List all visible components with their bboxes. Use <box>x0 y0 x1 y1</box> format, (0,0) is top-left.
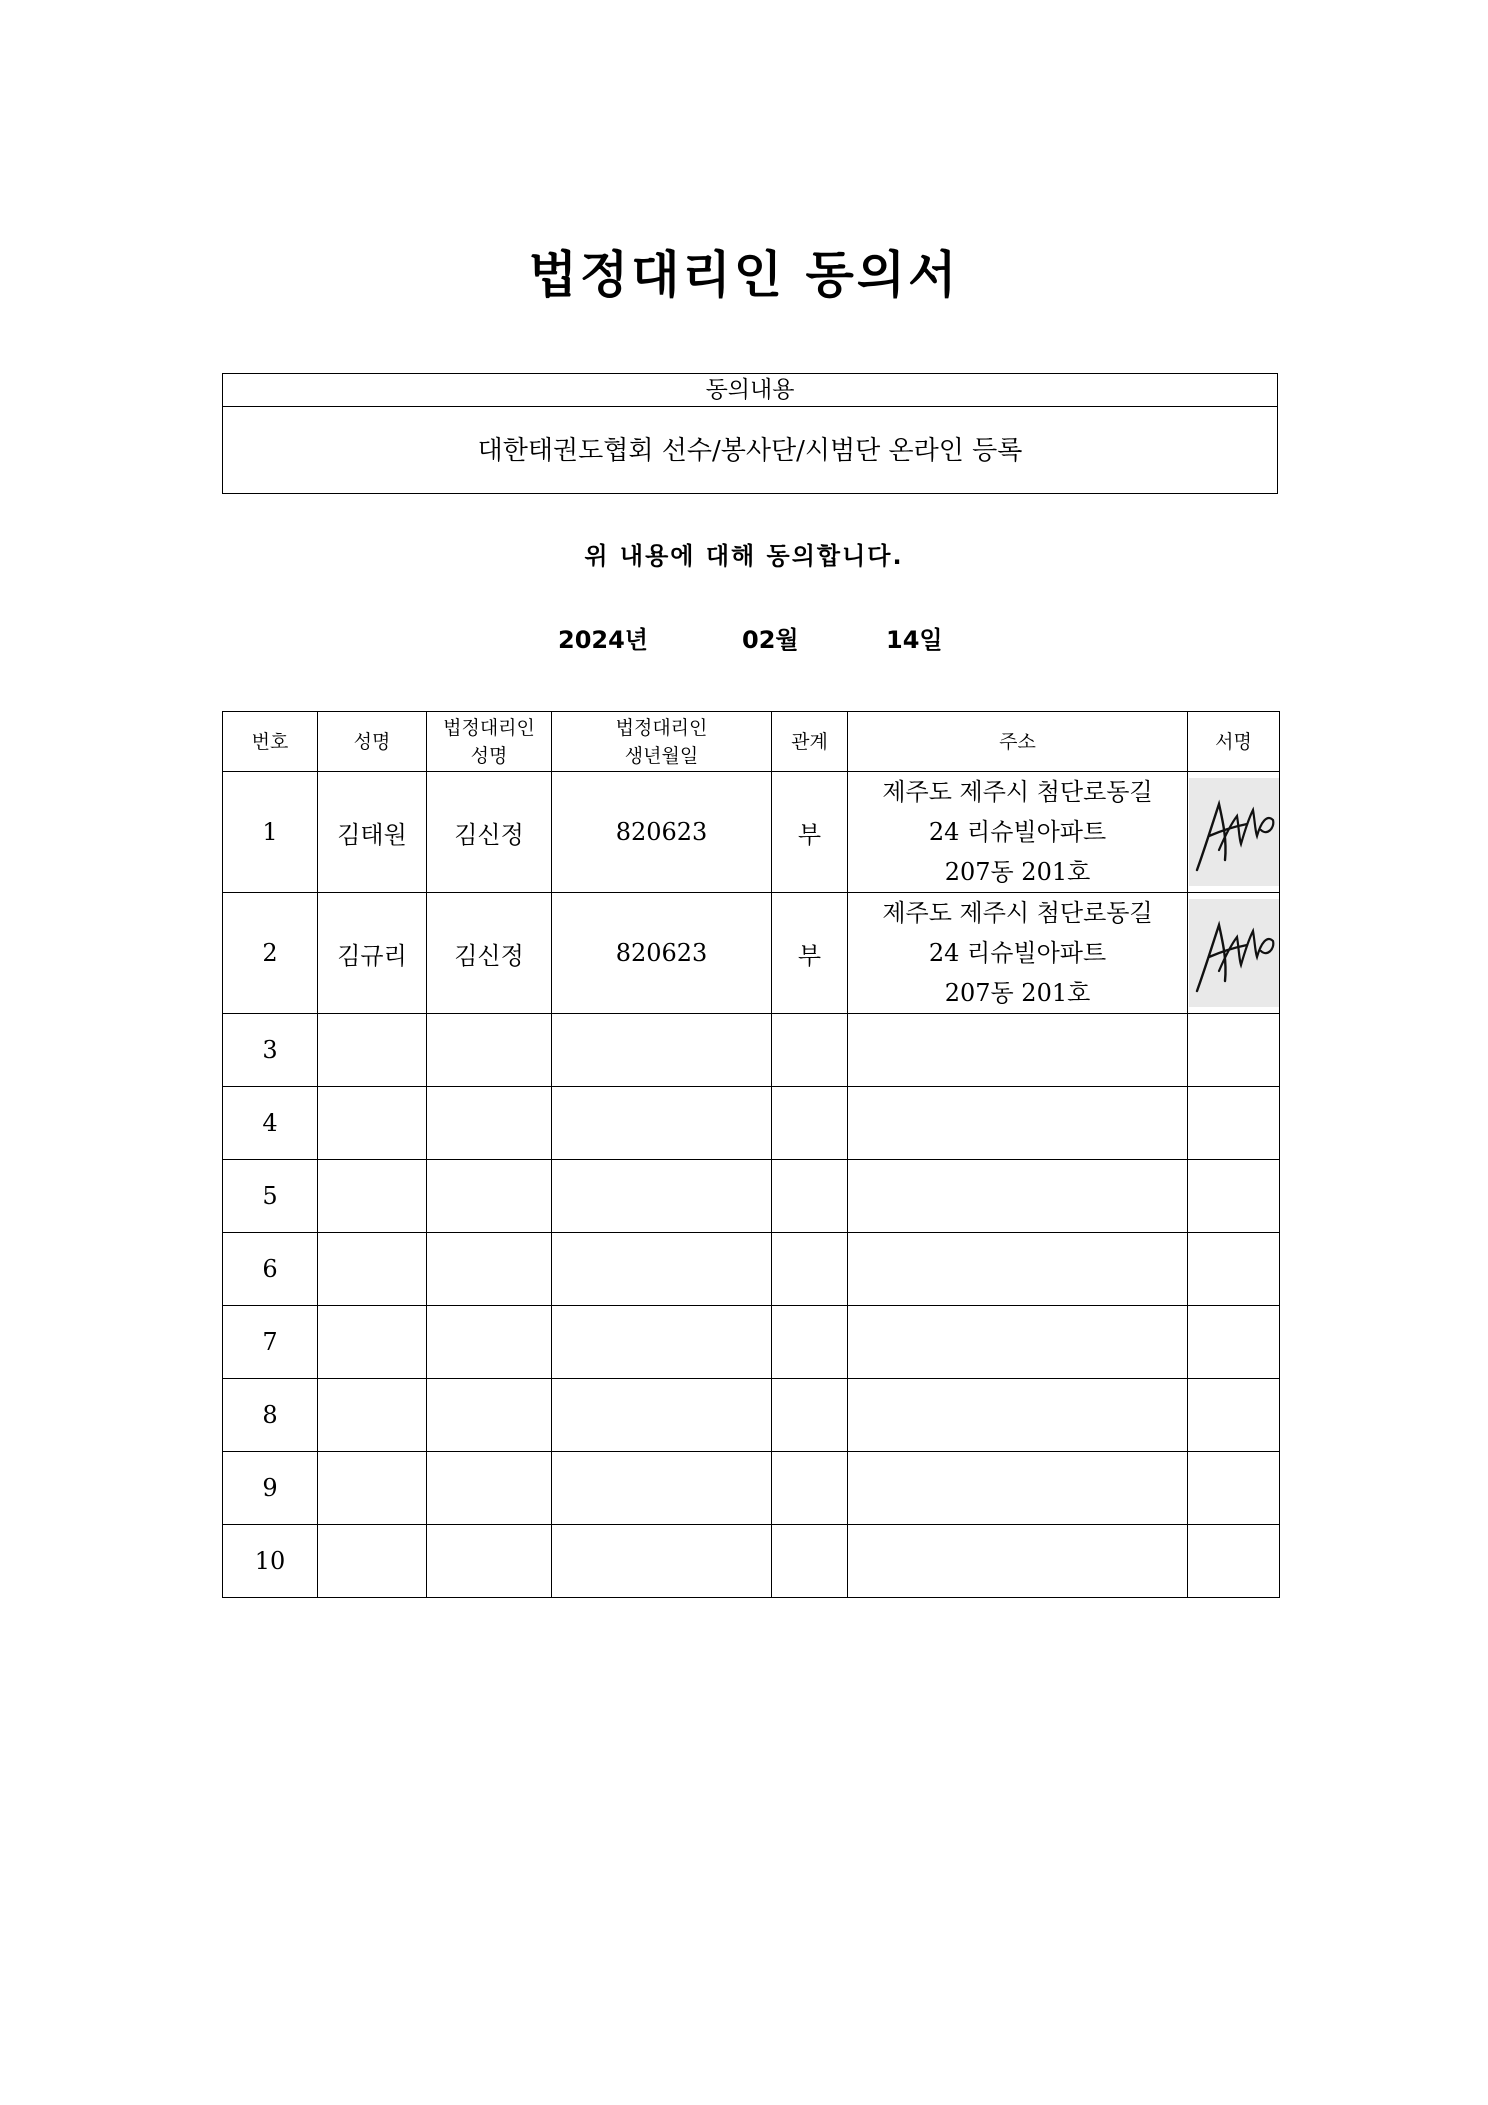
cell-signature <box>1188 1379 1280 1452</box>
cell-address <box>848 1233 1188 1306</box>
cell-name <box>318 1525 427 1598</box>
table-row <box>223 772 1280 893</box>
date-year: 2024년 <box>558 626 648 654</box>
signature-image <box>1189 899 1279 1007</box>
cell-birth <box>552 1525 772 1598</box>
cell-guardian <box>427 1452 552 1525</box>
cell-guardian <box>427 1525 552 1598</box>
table-row <box>223 1525 1280 1598</box>
cell-signature <box>1188 1087 1280 1160</box>
table-row <box>223 1014 1280 1087</box>
cell-guardian: 김신정 <box>427 893 552 1014</box>
header-guardian-birth-line1: 법정대리인 <box>615 716 708 739</box>
table-row <box>223 1087 1280 1160</box>
date-day: 14일 <box>886 626 943 654</box>
cell-no: 5 <box>223 1160 318 1233</box>
header-signature: 서명 <box>1188 712 1280 772</box>
cell-guardian <box>427 1306 552 1379</box>
date-month: 02월 <box>742 626 799 654</box>
cell-relation <box>772 1087 848 1160</box>
cell-signature <box>1188 1452 1280 1525</box>
cell-birth <box>552 1379 772 1452</box>
cell-signature <box>1188 772 1280 893</box>
address-line3: 207동 201호 <box>944 979 1091 1007</box>
header-address: 주소 <box>848 712 1188 772</box>
cell-signature <box>1188 1525 1280 1598</box>
cell-guardian <box>427 1233 552 1306</box>
cell-no: 3 <box>223 1014 318 1087</box>
cell-birth <box>552 1452 772 1525</box>
cell-no: 6 <box>223 1233 318 1306</box>
cell-relation <box>772 1014 848 1087</box>
consent-box <box>222 373 1278 494</box>
cell-guardian <box>427 1014 552 1087</box>
cell-name: 김태원 <box>318 772 427 893</box>
table-row <box>223 1306 1280 1379</box>
cell-relation <box>772 1452 848 1525</box>
table-row <box>223 1160 1280 1233</box>
cell-birth <box>552 1306 772 1379</box>
cell-address <box>848 893 1188 1014</box>
cell-address <box>848 1014 1188 1087</box>
table-row <box>223 893 1280 1014</box>
header-guardian-name-line2: 성명 <box>470 744 508 767</box>
cell-birth <box>552 1233 772 1306</box>
cell-birth <box>552 1014 772 1087</box>
header-name: 성명 <box>318 712 427 772</box>
address-line1: 제주도 제주시 첨단로동길 <box>882 778 1153 806</box>
cell-signature <box>1188 1233 1280 1306</box>
page-title: 법정대리인 동의서 <box>528 246 960 304</box>
cell-relation <box>772 1525 848 1598</box>
cell-no: 1 <box>223 772 318 893</box>
header-guardian-name <box>427 712 552 772</box>
cell-guardian <box>427 1160 552 1233</box>
cell-address <box>848 1160 1188 1233</box>
cell-birth <box>552 1160 772 1233</box>
guardian-roster-table <box>222 711 1280 1598</box>
cell-signature <box>1188 1160 1280 1233</box>
cell-no: 2 <box>223 893 318 1014</box>
cell-address <box>848 1306 1188 1379</box>
cell-guardian <box>427 1087 552 1160</box>
table-header-row <box>223 712 1280 772</box>
cell-no: 9 <box>223 1452 318 1525</box>
cell-name <box>318 1379 427 1452</box>
table-row <box>223 1379 1280 1452</box>
cell-signature <box>1188 1014 1280 1087</box>
table-row <box>223 1452 1280 1525</box>
address-line1: 제주도 제주시 첨단로동길 <box>882 899 1153 927</box>
cell-relation <box>772 1233 848 1306</box>
cell-no: 8 <box>223 1379 318 1452</box>
cell-name: 김규리 <box>318 893 427 1014</box>
consent-body: 대한태권도협회 선수/봉사단/시범단 온라인 등록 <box>477 436 1023 466</box>
cell-birth: 820623 <box>552 772 772 893</box>
table-row <box>223 1233 1280 1306</box>
cell-name <box>318 1087 427 1160</box>
cell-no: 7 <box>223 1306 318 1379</box>
address-line3: 207동 201호 <box>944 858 1091 886</box>
header-no: 번호 <box>223 712 318 772</box>
header-guardian-birth <box>552 712 772 772</box>
date-row <box>0 620 1488 660</box>
cell-signature <box>1188 1306 1280 1379</box>
cell-no: 4 <box>223 1087 318 1160</box>
cell-relation <box>772 1379 848 1452</box>
header-guardian-birth-line2: 생년월일 <box>624 744 699 767</box>
signature-image <box>1189 778 1279 886</box>
address-line2: 24 리슈빌아파트 <box>928 818 1107 846</box>
cell-address <box>848 1525 1188 1598</box>
cell-guardian <box>427 1379 552 1452</box>
cell-birth <box>552 1087 772 1160</box>
address-line2: 24 리슈빌아파트 <box>928 939 1107 967</box>
cell-name <box>318 1160 427 1233</box>
cell-birth: 820623 <box>552 893 772 1014</box>
header-guardian-name-line1: 법정대리인 <box>443 716 535 739</box>
cell-relation <box>772 1160 848 1233</box>
cell-relation <box>772 1306 848 1379</box>
header-relation: 관계 <box>772 712 848 772</box>
cell-name <box>318 1014 427 1087</box>
cell-address <box>848 772 1188 893</box>
cell-relation: 부 <box>772 893 848 1014</box>
cell-guardian: 김신정 <box>427 772 552 893</box>
cell-address <box>848 1452 1188 1525</box>
cell-signature <box>1188 893 1280 1014</box>
agree-statement: 위 내용에 대해 동의합니다. <box>584 542 904 570</box>
cell-address <box>848 1379 1188 1452</box>
cell-relation: 부 <box>772 772 848 893</box>
cell-no: 10 <box>223 1525 318 1598</box>
cell-name <box>318 1233 427 1306</box>
consent-header: 동의내용 <box>223 374 1277 407</box>
cell-address <box>848 1087 1188 1160</box>
cell-name <box>318 1306 427 1379</box>
cell-name <box>318 1452 427 1525</box>
